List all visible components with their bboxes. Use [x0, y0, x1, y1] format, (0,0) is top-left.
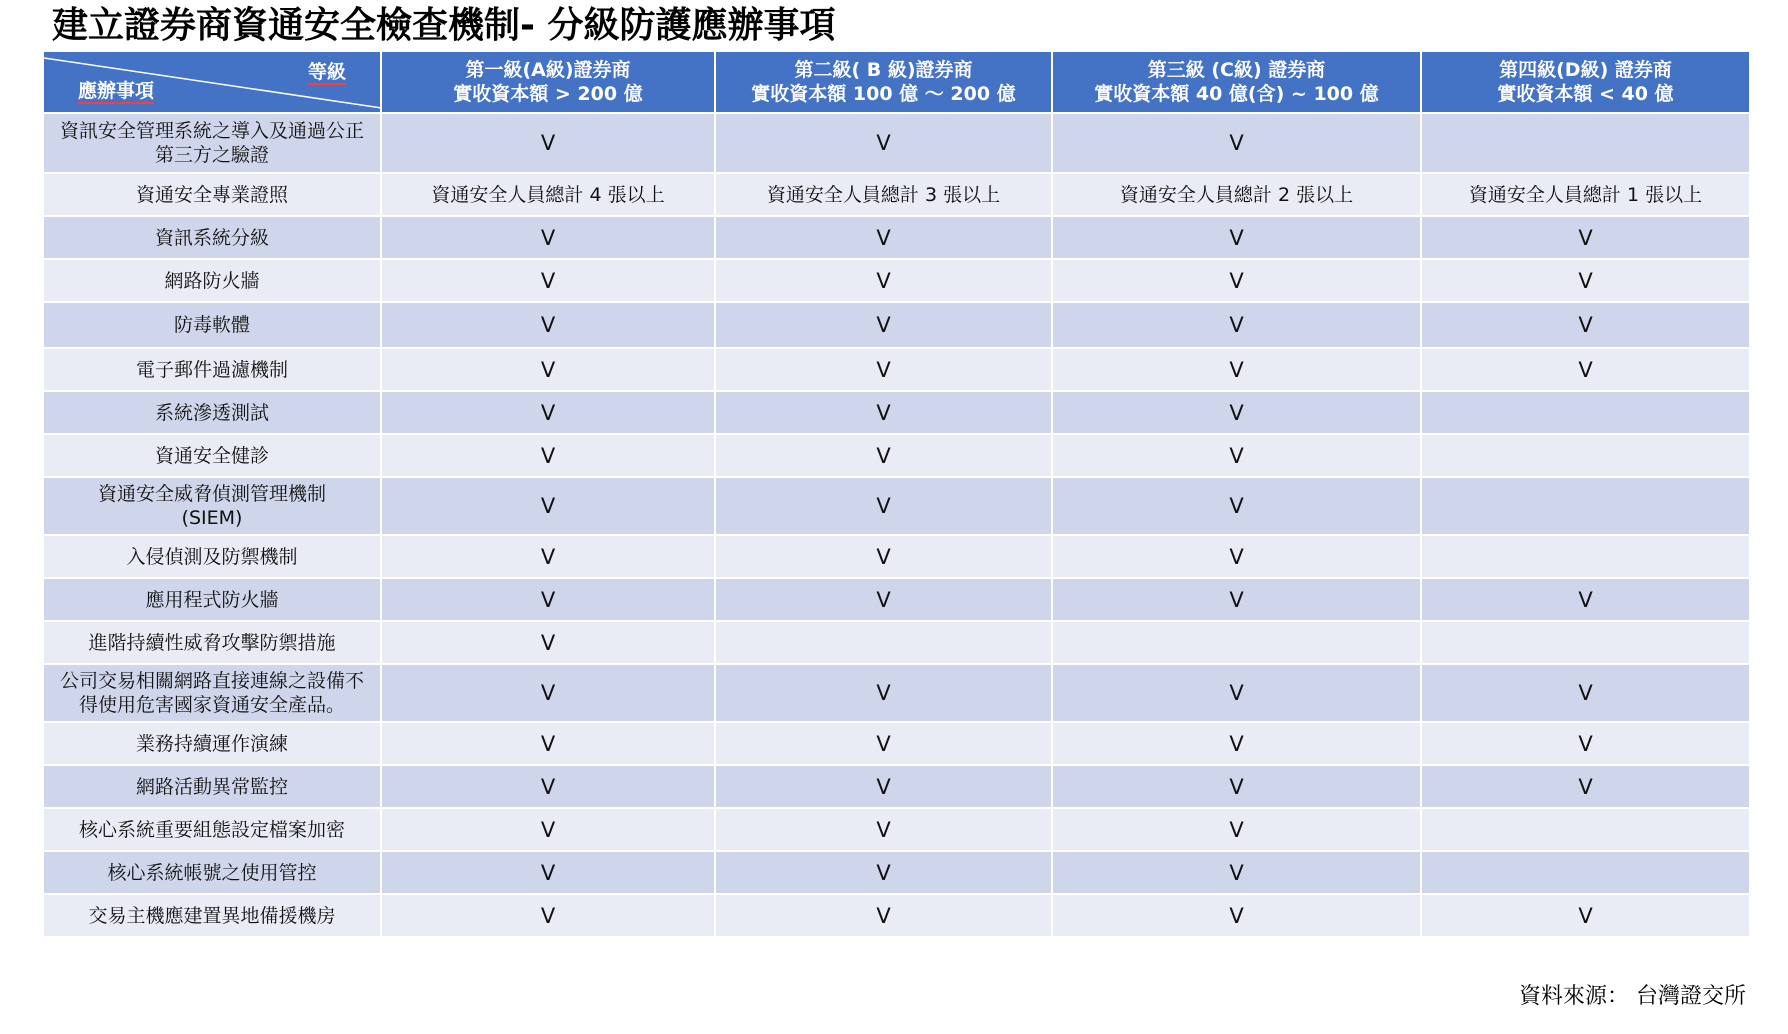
table-row: [43, 722, 1750, 765]
corner-header-cell: [43, 51, 381, 113]
cell-level-a: V: [381, 621, 715, 664]
cell-level-b: V: [715, 535, 1052, 578]
table-row: [43, 894, 1750, 937]
cell-level-b: V: [715, 578, 1052, 621]
cell-level-d: [1421, 621, 1750, 664]
row-item-label: 公司交易相關網路直接連線之設備不 得使用危害國家資通安全產品。: [43, 664, 381, 722]
corner-item-label: 應辦事項: [78, 80, 155, 102]
page-title: 建立證券商資通安全檢查機制- 分級防護應辦事項: [52, 5, 836, 46]
cell-level-a: V: [381, 434, 715, 477]
cell-level-a: V: [381, 477, 715, 535]
cell-level-c: V: [1052, 808, 1421, 851]
cell-level-d: V: [1421, 894, 1750, 937]
cell-level-b: V: [715, 477, 1052, 535]
cell-level-a: V: [381, 259, 715, 302]
cell-level-c: V: [1052, 535, 1421, 578]
classification-table: [42, 50, 1751, 938]
table-row: [43, 851, 1750, 894]
cell-level-a: V: [381, 664, 715, 722]
cell-level-d: V: [1421, 578, 1750, 621]
cell-level-b: V: [715, 348, 1052, 391]
cell-level-c: 資通安全人員總計 2 張以上: [1052, 173, 1421, 216]
table-row: [43, 578, 1750, 621]
cell-level-d: V: [1421, 722, 1750, 765]
column-header-capital: 實收資本額 100 億 ～ 200 億: [751, 83, 1016, 105]
row-item-label: 電子郵件過濾機制: [43, 348, 381, 391]
table-header: [43, 51, 1750, 113]
row-item-label: 資訊安全管理系統之導入及通過公正 第三方之驗證: [43, 113, 381, 173]
cell-level-a: 資通安全人員總計 4 張以上: [381, 173, 715, 216]
cell-level-a: V: [381, 302, 715, 348]
cell-level-d: 資通安全人員總計 1 張以上: [1421, 173, 1750, 216]
table-row: [43, 765, 1750, 808]
cell-level-b: V: [715, 302, 1052, 348]
table-row: [43, 434, 1750, 477]
table-row: [43, 113, 1750, 173]
row-item-label: 核心系統帳號之使用管控: [43, 851, 381, 894]
cell-level-a: V: [381, 808, 715, 851]
cell-level-b: V: [715, 765, 1052, 808]
cell-level-b: [715, 621, 1052, 664]
cell-level-a: V: [381, 391, 715, 434]
cell-level-a: V: [381, 216, 715, 259]
table-body: [43, 113, 1750, 937]
cell-level-c: V: [1052, 259, 1421, 302]
cell-level-a: V: [381, 722, 715, 765]
table-row: [43, 173, 1750, 216]
cell-level-b: V: [715, 851, 1052, 894]
cell-level-c: V: [1052, 348, 1421, 391]
column-header-level-b: [715, 51, 1052, 113]
cell-level-c: V: [1052, 113, 1421, 173]
cell-level-b: V: [715, 216, 1052, 259]
table-row: [43, 216, 1750, 259]
cell-level-c: V: [1052, 302, 1421, 348]
row-item-label: 資訊系統分級: [43, 216, 381, 259]
column-header-level-a: [381, 51, 715, 113]
column-header-level-c: [1052, 51, 1421, 113]
row-item-label: 入侵偵測及防禦機制: [43, 535, 381, 578]
table-row: [43, 477, 1750, 535]
cell-level-d: V: [1421, 664, 1750, 722]
cell-level-d: [1421, 113, 1750, 173]
row-item-label: 應用程式防火牆: [43, 578, 381, 621]
column-header-title: 第三級 (C級) 證券商: [1147, 59, 1326, 81]
cell-level-d: [1421, 808, 1750, 851]
cell-level-c: V: [1052, 434, 1421, 477]
row-item-label: 資通安全專業證照: [43, 173, 381, 216]
table-row: [43, 664, 1750, 722]
column-header-level-d: [1421, 51, 1750, 113]
cell-level-b: V: [715, 434, 1052, 477]
cell-level-a: V: [381, 851, 715, 894]
column-header-title: 第四級(D級) 證券商: [1499, 59, 1672, 81]
cell-level-d: [1421, 434, 1750, 477]
cell-level-c: V: [1052, 578, 1421, 621]
row-item-label: 交易主機應建置異地備援機房: [43, 894, 381, 937]
cell-level-a: V: [381, 894, 715, 937]
cell-level-c: [1052, 621, 1421, 664]
table-row: [43, 535, 1750, 578]
cell-level-c: V: [1052, 216, 1421, 259]
cell-level-b: V: [715, 113, 1052, 173]
column-header-title: 第二級( B 級)證券商: [794, 59, 973, 81]
cell-level-b: V: [715, 894, 1052, 937]
cell-level-d: V: [1421, 348, 1750, 391]
cell-level-b: V: [715, 259, 1052, 302]
column-header-capital: 實收資本額 40 億(含) ~ 100 億: [1094, 83, 1379, 105]
row-item-label: 業務持續運作演練: [43, 722, 381, 765]
table-row: [43, 808, 1750, 851]
row-item-label: 防毒軟體: [43, 302, 381, 348]
row-item-label: 網路活動異常監控: [43, 765, 381, 808]
row-item-label: 核心系統重要組態設定檔案加密: [43, 808, 381, 851]
column-header-capital: 實收資本額 > 200 億: [453, 83, 643, 105]
corner-grade-label: 等級: [307, 61, 346, 83]
cell-level-d: [1421, 391, 1750, 434]
cell-level-d: V: [1421, 765, 1750, 808]
row-item-label: 系統滲透測試: [43, 391, 381, 434]
table-row: [43, 302, 1750, 348]
row-item-label: 資通安全威脅偵測管理機制 (SIEM): [43, 477, 381, 535]
source-note: 資料來源： 台灣證交所: [1519, 984, 1746, 1009]
cell-level-d: [1421, 851, 1750, 894]
cell-level-a: V: [381, 765, 715, 808]
cell-level-d: [1421, 535, 1750, 578]
cell-level-a: V: [381, 113, 715, 173]
cell-level-c: V: [1052, 722, 1421, 765]
cell-level-d: V: [1421, 302, 1750, 348]
row-item-label: 網路防火牆: [43, 259, 381, 302]
cell-level-a: V: [381, 348, 715, 391]
table-row: [43, 348, 1750, 391]
cell-level-c: V: [1052, 664, 1421, 722]
cell-level-d: V: [1421, 216, 1750, 259]
column-header-capital: 實收資本額 < 40 億: [1497, 83, 1674, 105]
cell-level-b: V: [715, 391, 1052, 434]
cell-level-a: V: [381, 578, 715, 621]
cell-level-b: 資通安全人員總計 3 張以上: [715, 173, 1052, 216]
cell-level-b: V: [715, 664, 1052, 722]
cell-level-c: V: [1052, 851, 1421, 894]
table-row: [43, 391, 1750, 434]
cell-level-c: V: [1052, 477, 1421, 535]
table-row: [43, 259, 1750, 302]
cell-level-b: V: [715, 722, 1052, 765]
cell-level-d: [1421, 477, 1750, 535]
cell-level-b: V: [715, 808, 1052, 851]
row-item-label: 進階持續性威脅攻擊防禦措施: [43, 621, 381, 664]
column-header-title: 第一級(A級)證券商: [465, 59, 631, 81]
cell-level-c: V: [1052, 391, 1421, 434]
cell-level-a: V: [381, 535, 715, 578]
cell-level-d: V: [1421, 259, 1750, 302]
cell-level-c: V: [1052, 894, 1421, 937]
table-row: [43, 621, 1750, 664]
cell-level-c: V: [1052, 765, 1421, 808]
row-item-label: 資通安全健診: [43, 434, 381, 477]
